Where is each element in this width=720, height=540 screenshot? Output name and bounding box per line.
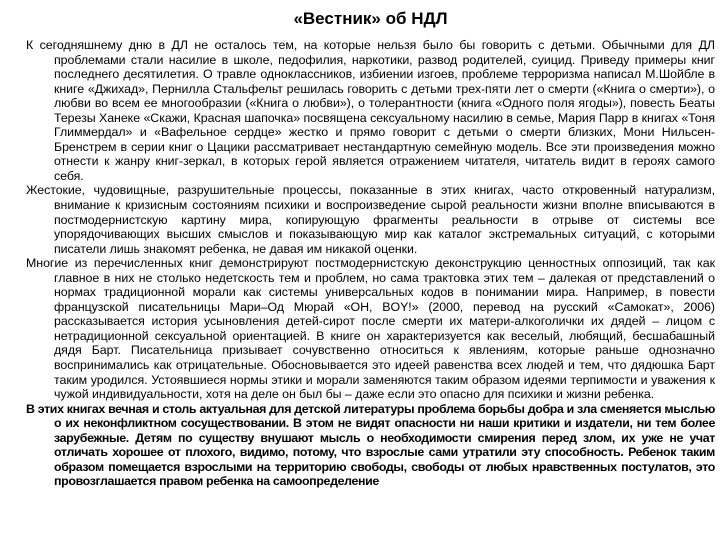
slide-title: «Вестник» об НДЛ — [293, 9, 448, 28]
paragraph-dl-topics: К сегодняшнему дню в ДЛ не осталось тем, на которые нельзя было бы говорить с детьми. Обычными для ДЛ проблемами стали насилие в школе, педофилия, наркотики, развод родителей, суицид. Приведу примеры книг последнего десятилетия. О травле одноклассников, избиении изгоев, проблеме терроризма написал М.Шойбле в книге «Джихад», Пернилла Стальфельт решилась говорить с детьми трех-пяти лет о смерти («Книга о смерти»), о любви во всем ее многообразии («Книга о любви»), о толерантности (книга «Одного поля ягоды»), повесть Беаты Терезы Ханеке «Скажи, Красная шапочка» посвящена сексуальному насилию в семье, Мария Парр в книгах «Тоня Глиммердал» и «Вафельное сердце» жестко и прямо говорит с детьми о смерти близких, Мони Нильсен-Бренстрем в серии книг о Цацики рассматривает нестандартную семейную модель. Все эти произведения можно отнести к жанру книг-зеркал, в которых герой является отражением читателя, читатель видит в героях самого себя. — [26, 38, 715, 183]
paragraph-postmodern-processes: Жестокие, чудовищные, разрушительные процессы, показанные в этих книгах, часто откровенный натурализм, внимание к кризисным состояниям психики и воспроизведение сырой реальности жизни вполне вписываются в постмодернистскую картину мира, копирующую фрагменты реальности в отрыве от системы все упорядочивающих высших смыслов и показывающую мир как каталог экстремальных ситуаций, с которыми писатели лишь знакомят ребенка, не давая им никакой оценки. — [26, 183, 715, 256]
paragraph-good-and-evil: В этих книгах вечная и столь актуальная для детской литературы проблема борьбы добра и зла сменяется мыслью о их неконфликтном сосуществовании. В этом не видят опасности ни наши критики и издатели, ни тем более зарубежные. Детям по существу внушают мысль о необходимости смирения перед злом, их уже не учат отличать хорошее от плохого, видимо, потому, что взрослые сами утратили эту способность. Ребенок таким образом помещается взрослыми на территорию свободы, свободы от любых нравственных постулатов, это провозглашается правом ребенка на самоопределение — [26, 401, 715, 489]
paragraph-deconstruction: Многие из перечисленных книг демонстрируют постмодернистскую деконструкцию ценностных оппозиций, так как главное в них не столько недетскость тем и проблем, но сама трактовка этих тем – далекая от представлений о нормах традиционной морали как системы универсальных кодов в понимании мира. Например, в повести французской писательницы Мари–Од Мюрай «ОН, BOY!» (2000, перевод на русский «Самокат», 2006) рассказывается история усыновления детей-сирот после смерти их матери-алкоголички их дядей – лицом с нетрадиционной сексуальной ориентацией. В книге он характеризуется как веселый, любящий, бесшабашный дядя Барт. Писательница призывает сочувственно относиться к явлениям, которые раньше однозначно воспринимались как отрицательные. Обосновывается это идеей равенства всех людей и тем, что дядюшка Барт таким уродился. Устоявшиеся нормы этики и морали заменяются таким образом идеями терпимости и уважения к чужой индивидуальности, хотя на деле он был бы – даже если это опасно для психики и жизни ребенка. — [26, 256, 715, 402]
